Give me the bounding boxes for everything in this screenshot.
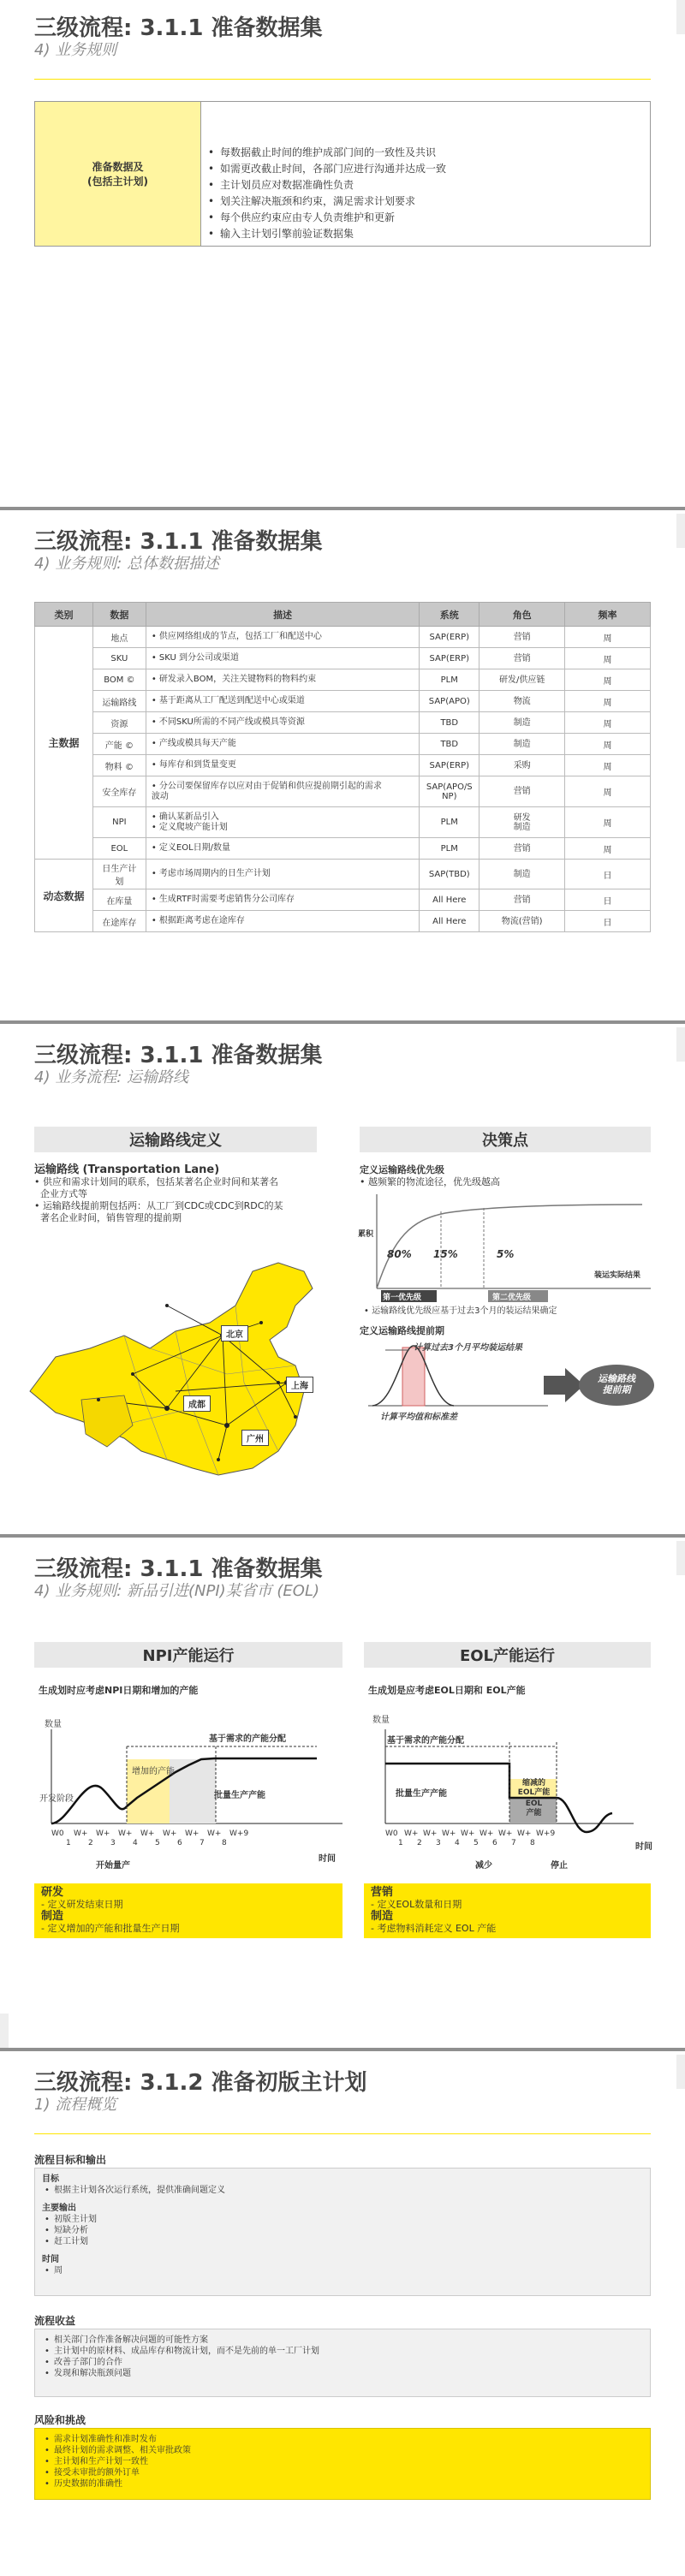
npi-dev-label: 开发阶段 (39, 1794, 74, 1804)
week-label: W+ (118, 1829, 133, 1838)
table-row (35, 911, 651, 932)
eol-header: EOL产能运行 (364, 1642, 651, 1668)
cell-desc (146, 776, 419, 807)
rule-bullet: • 每个供应约束应由专人负责维护和更新 (206, 210, 650, 226)
priority-title: 定义运输路线优先级 (360, 1164, 444, 1175)
cell-data: 安全库存 (92, 776, 146, 807)
gain-item: • 改善子部门的合作 (42, 2357, 643, 2368)
title-rule (34, 79, 651, 80)
axis-y-label: 累积 (358, 1230, 374, 1239)
corner-decoration (676, 514, 685, 548)
cell-data: 运输路线 (92, 691, 146, 712)
risk-item: • 历史数据的准确性 (42, 2478, 643, 2490)
cell-system: SAP(APO/S NP) (420, 776, 480, 807)
desc-line: • 每库存和到货量变更 (151, 760, 236, 770)
cell-desc (146, 627, 419, 648)
slide-title: 三级流程: 3.1.1 准备数据集 (34, 1043, 323, 1068)
slide-title: 三级流程: 3.1.1 准备数据集 (34, 1556, 323, 1582)
week-label: W+ (423, 1829, 438, 1838)
cell-data: SKU (92, 648, 146, 669)
priority-text (360, 1164, 651, 1188)
lane-def-header: 运输路线定义 (34, 1127, 317, 1152)
desc-line: • 产线或模具每天产能 (151, 739, 236, 748)
cell-data: 在库量 (92, 889, 146, 911)
week-number: 3 (436, 1839, 441, 1847)
corner-decoration (676, 1541, 685, 1575)
cell-system: TBD (420, 712, 480, 734)
rules-box (34, 101, 651, 247)
npi-start-label: 开始量产 (96, 1861, 130, 1871)
cell-frequency: 周 (565, 755, 651, 776)
responsibility-text: - 定义EOL数量和日期 (371, 1899, 462, 1910)
table-row (35, 889, 651, 911)
output-heading: 主要输出 (42, 2204, 76, 2213)
eol-bulk-label: 批量生产产能 (396, 1789, 447, 1799)
week-label: W+ (140, 1829, 155, 1838)
eol-chart (377, 1712, 659, 1841)
table-row (35, 734, 651, 755)
cell-role: 营销 (480, 776, 565, 807)
week-number: 8 (530, 1839, 535, 1847)
cell-system: SAP(ERP) (420, 627, 480, 648)
rule-bullet: • 输入主计划引擎前验证数据集 (206, 226, 650, 242)
cell-system: All Here (420, 911, 480, 932)
week-label: W0 (385, 1829, 398, 1838)
week-label: W+ (74, 1829, 88, 1838)
week-label: W+ (207, 1829, 222, 1838)
cell-system: PLM (420, 838, 480, 860)
gain-item: • 主计划中的原材料、成品库存和物流计划，而不是先前的单一工厂计划 (42, 2346, 643, 2357)
week-number: 2 (417, 1839, 422, 1847)
slide-title: 三级流程: 3.1.2 准备初版主计划 (34, 2070, 367, 2096)
cell-system: SAP(APO) (420, 691, 480, 712)
eol-cap-label: 基于需求的产能分配 (387, 1736, 464, 1746)
gain-item: • 发现和解决瓶颈问题 (42, 2368, 643, 2379)
cell-frequency: 周 (565, 691, 651, 712)
slide-subtitle: 1) 流程概览 (34, 2096, 117, 2114)
week-number: 4 (455, 1839, 460, 1847)
responsibility-role: 制造 (371, 1910, 394, 1923)
week-label: W+ (185, 1829, 200, 1838)
calc-3month: 计算过去3个月平均装运结果 (414, 1343, 522, 1353)
cell-role: 营销 (480, 648, 565, 669)
cell-system: SAP(ERP) (420, 755, 480, 776)
table-row (35, 807, 651, 838)
rule-bullet: • 如需更改截止时间，各部门应进行沟通并达成一致 (206, 161, 650, 177)
desc-line: • 基于距离从工厂配送到配送中心或渠道 (151, 696, 305, 705)
section-goals-title: 流程目标和输出 (34, 2154, 107, 2166)
table-row (35, 691, 651, 712)
cell-data: 地点 (92, 627, 146, 648)
rules-list (201, 102, 650, 246)
cell-frequency: 周 (565, 776, 651, 807)
risks-box (34, 2428, 651, 2500)
cell-role: 营销 (480, 838, 565, 860)
table-header: 系统 (420, 603, 480, 627)
desc-line: • 确认某新品引入 (151, 812, 219, 822)
week-number: 2 (88, 1839, 93, 1847)
cell-frequency: 日 (565, 860, 651, 889)
table-row (35, 648, 651, 669)
responsibility-text: - 定义增加的产能和批量生产日期 (41, 1923, 180, 1934)
lane-def-title: 运输路线 (Transportation Lane) (34, 1163, 220, 1176)
cell-frequency: 周 (565, 627, 651, 648)
responsibility-text: - 定义研发结束日期 (41, 1899, 123, 1910)
npi-title: 生成划时应考虑NPI日期和增加的产能 (39, 1685, 199, 1696)
cell-desc (146, 648, 419, 669)
cell-system: PLM (420, 807, 480, 838)
eol-time-label: 时间 (635, 1842, 652, 1852)
cell-role: 物流 (480, 691, 565, 712)
cell-data: EOL (92, 838, 146, 860)
week-label: W+ (442, 1829, 456, 1838)
section-risks-title: 风险和挑战 (34, 2414, 86, 2426)
desc-line: • 研发录入BOM，关注关键物料的物料约束 (151, 675, 317, 684)
cell-role: 研发/供应链 (480, 669, 565, 691)
goals-box (34, 2168, 651, 2296)
week-number: 5 (155, 1839, 160, 1847)
week-label: W+9 (229, 1829, 249, 1838)
cell-data: NPI (92, 807, 146, 838)
npi-header: NPI产能运行 (34, 1642, 342, 1668)
pct-5: 5% (497, 1248, 515, 1260)
leadtime-ellipse-label: 运输路线 提前期 (598, 1373, 635, 1395)
table-row (35, 755, 651, 776)
desc-line: • 分公司要保留库存以应对由于促销和供应提前期引起的需求 (151, 781, 382, 791)
desc-line: • 定义爬坡产能计划 (151, 822, 228, 832)
cell-desc (146, 889, 419, 911)
week-number: 8 (222, 1839, 227, 1847)
eol-stop-label: 停止 (551, 1861, 568, 1871)
eol-week-labels (385, 1829, 608, 1850)
npi-chart (34, 1712, 351, 1841)
priority-note: • 运输路线优先级应基于过去3个月的装运结果确定 (364, 1306, 557, 1316)
npi-qty-label: 数量 (45, 1720, 62, 1729)
corner-decoration (0, 2014, 9, 2048)
week-label: W+ (498, 1829, 513, 1838)
slide-subtitle: 4) 业务流程: 运输路线 (34, 1068, 188, 1086)
risk-item: • 需求计划准确性和准时发布 (42, 2434, 643, 2445)
corner-decoration (676, 1027, 685, 1062)
cell-data: 资源 (92, 712, 146, 734)
table-row (35, 776, 651, 807)
cell-desc (146, 712, 419, 734)
slide-subtitle: 4) 业务规则: 总体数据描述 (34, 555, 219, 573)
responsibility-text: - 考虑物料消耗定义 EOL 产能 (371, 1923, 497, 1934)
week-number: 1 (398, 1839, 403, 1847)
section-gains-title: 流程收益 (34, 2315, 76, 2327)
cell-system: SAP(ERP) (420, 648, 480, 669)
table-header: 频率 (565, 603, 651, 627)
slide-1 (0, 0, 685, 510)
band-first: 第一优先级 (383, 1294, 422, 1302)
cell-role: 制造 (480, 734, 565, 755)
desc-line: • 根据距离考虑在途库存 (151, 916, 245, 925)
risk-item: • 最终计划的需求调整、相关审批政策 (42, 2445, 643, 2456)
week-number: 5 (474, 1839, 479, 1847)
npi-responsibility (34, 1883, 342, 1938)
cell-frequency: 周 (565, 734, 651, 755)
cell-desc (146, 691, 419, 712)
cell-data: 日生产计划 (92, 860, 146, 889)
cell-desc (146, 755, 419, 776)
priority-sub: • 越频繁的物流途径，优先级越高 (360, 1176, 500, 1187)
desc-line: • 不同SKU所需的不同产线或模具等资源 (151, 717, 305, 727)
china-map (21, 1254, 355, 1485)
eol-reduced-label: 缩减的 EOL产能 (517, 1779, 551, 1797)
week-number: 7 (511, 1839, 516, 1847)
desc-line: • SKU 到分公司或渠道 (151, 653, 240, 663)
week-number: 1 (66, 1839, 71, 1847)
cell-role: 研发 制造 (480, 807, 565, 838)
cell-system: All Here (420, 889, 480, 911)
pct-15: 15% (433, 1248, 458, 1260)
cell-system: SAP(TBD) (420, 860, 480, 889)
cell-frequency: 日 (565, 911, 651, 932)
output-item: • 赶工计划 (42, 2236, 643, 2247)
category-dynamic: 动态数据 (35, 860, 93, 932)
week-label: W+ (461, 1829, 475, 1838)
slide-3 (0, 1027, 685, 1538)
cell-frequency: 周 (565, 648, 651, 669)
leadtime-title: 定义运输路线提前期 (360, 1325, 444, 1336)
category-main: 主数据 (35, 627, 93, 860)
cell-data: 在途库存 (92, 911, 146, 932)
cell-frequency: 周 (565, 669, 651, 691)
cell-role: 制造 (480, 712, 565, 734)
cell-role: 采购 (480, 755, 565, 776)
npi-cap-label: 基于需求的产能分配 (209, 1734, 286, 1744)
desc-line: • 生成RTF时需要考虑销售分公司库存 (151, 895, 295, 904)
risk-item: • 主计划和生产计划一致性 (42, 2456, 643, 2467)
china-shape (30, 1263, 313, 1475)
cell-desc (146, 838, 419, 860)
cell-system: PLM (420, 669, 480, 691)
city-shanghai: 上海 (286, 1377, 313, 1393)
cell-desc (146, 860, 419, 889)
cell-data: 产能 © (92, 734, 146, 755)
npi-inc-label: 增加的产能 (132, 1767, 175, 1776)
rule-bullet: • 主计划员应对数据准确性负责 (206, 177, 650, 193)
cell-data: 物料 © (92, 755, 146, 776)
slide-5 (0, 2055, 685, 2576)
data-table (34, 602, 651, 932)
rules-label: 准备数据及 (包括主计划) (35, 102, 201, 246)
table-row (35, 627, 651, 648)
week-label: W+ (96, 1829, 110, 1838)
band-second: 第二优先级 (492, 1294, 532, 1302)
eol-qty-label: 数量 (372, 1716, 390, 1725)
city-beijing: 北京 (221, 1325, 248, 1342)
week-label: W+ (404, 1829, 419, 1838)
week-number: 7 (200, 1839, 205, 1847)
table-row (35, 669, 651, 691)
output-item: • 初版主计划 (42, 2214, 643, 2225)
risk-item: • 接受未审批的额外订单 (42, 2467, 643, 2478)
table-header: 描述 (146, 603, 419, 627)
cell-role: 物流(营销) (480, 911, 565, 932)
responsibility-role: 制造 (41, 1910, 64, 1923)
week-label: W+ (517, 1829, 532, 1838)
city-guangzhou: 广州 (241, 1430, 269, 1446)
cell-frequency: 日 (565, 889, 651, 911)
slide-title: 三级流程: 3.1.1 准备数据集 (34, 529, 323, 555)
desc-line: • 考虑市场周期内的日生产计划 (151, 869, 271, 878)
cell-system: TBD (420, 734, 480, 755)
table-header: 数据 (92, 603, 146, 627)
week-number: 6 (177, 1839, 182, 1847)
cell-role: 制造 (480, 860, 565, 889)
cell-desc (146, 734, 419, 755)
slide-2 (0, 514, 685, 1024)
slide-subtitle: 4) 业务规则: 新品引进(NPI)某省市 (EOL) (34, 1582, 319, 1600)
week-label: W+ (163, 1829, 177, 1838)
table-row (35, 838, 651, 860)
axis-x-label: 装运实际结果 (594, 1271, 641, 1280)
cell-desc (146, 911, 419, 932)
week-label: W+ (480, 1829, 494, 1838)
time-heading: 时间 (42, 2255, 59, 2264)
responsibility-role: 研发 (41, 1886, 64, 1899)
table-row (35, 712, 651, 734)
npi-week-labels (51, 1829, 308, 1850)
gains-box (34, 2329, 651, 2397)
goal-heading: 目标 (42, 2174, 59, 2184)
npi-time-label: 时间 (319, 1854, 336, 1864)
cell-desc (146, 807, 419, 838)
desc-line: 波动 (151, 791, 169, 801)
responsibility-role: 营销 (371, 1886, 394, 1899)
rule-bullet: • 划关注解决瓶颈和约束，满足需求计划要求 (206, 193, 650, 210)
cell-data: BOM © (92, 669, 146, 691)
desc-line: • 定义EOL日期/数量 (151, 843, 231, 853)
slide-subtitle: 4) 业务规则 (34, 41, 117, 59)
calc-mean-std: 计算平均值和标准差 (380, 1413, 457, 1422)
output-item: • 短缺分析 (42, 2225, 643, 2236)
city-chengdu: 成都 (183, 1395, 211, 1412)
desc-line: • 供应网络组成的节点，包括工厂和配送中心 (151, 632, 322, 641)
cumulative-curve (360, 1186, 655, 1306)
slide-4 (0, 1541, 685, 2051)
npi-bulk-label: 批量生产产能 (214, 1791, 265, 1800)
eol-responsibility (364, 1883, 651, 1938)
week-label: W+9 (536, 1829, 556, 1838)
table-header: 类别 (35, 603, 93, 627)
cell-desc (146, 669, 419, 691)
pct-80: 80% (387, 1248, 412, 1260)
table-header: 角色 (480, 603, 565, 627)
eol-capacity-label: EOL 产能 (525, 1800, 543, 1817)
rule-bullet: • 每数据截止时间的维护成部门间的一致性及共识 (206, 145, 650, 161)
slide-title: 三级流程: 3.1.1 准备数据集 (34, 15, 323, 41)
cell-role: 营销 (480, 627, 565, 648)
cell-frequency: 周 (565, 807, 651, 838)
eol-decrease-label: 减少 (475, 1861, 492, 1871)
week-number: 4 (133, 1839, 138, 1847)
cell-role: 营销 (480, 889, 565, 911)
eol-title: 生成划是应考虑EOL日期和 EOL产能 (368, 1685, 526, 1696)
lane-definition: 运输路线 (Transportation Lane) • 供应和需求计划间的联系，包括某著名企业时间和某著名 企业方式等 • 运输路线提前期包括两：从工厂到CDC或CDC到RDC的某 著名企业时间，销售管理的提前期 (34, 1163, 283, 1223)
gain-item: • 相关部门合作准备解决问题的可能性方案 (42, 2335, 643, 2346)
week-number: 3 (110, 1839, 116, 1847)
table-row (35, 860, 651, 889)
cell-frequency: 周 (565, 712, 651, 734)
time-text: • 周 (42, 2265, 643, 2276)
week-number: 6 (492, 1839, 497, 1847)
week-label: W0 (51, 1829, 64, 1838)
title-rule (34, 2133, 651, 2134)
decision-header: 决策点 (360, 1127, 651, 1152)
cell-frequency: 周 (565, 838, 651, 860)
corner-decoration (676, 2055, 685, 2089)
goal-text: • 根据主计划各次运行系统，提供准确间题定义 (42, 2185, 643, 2196)
corner-decoration (676, 0, 685, 34)
